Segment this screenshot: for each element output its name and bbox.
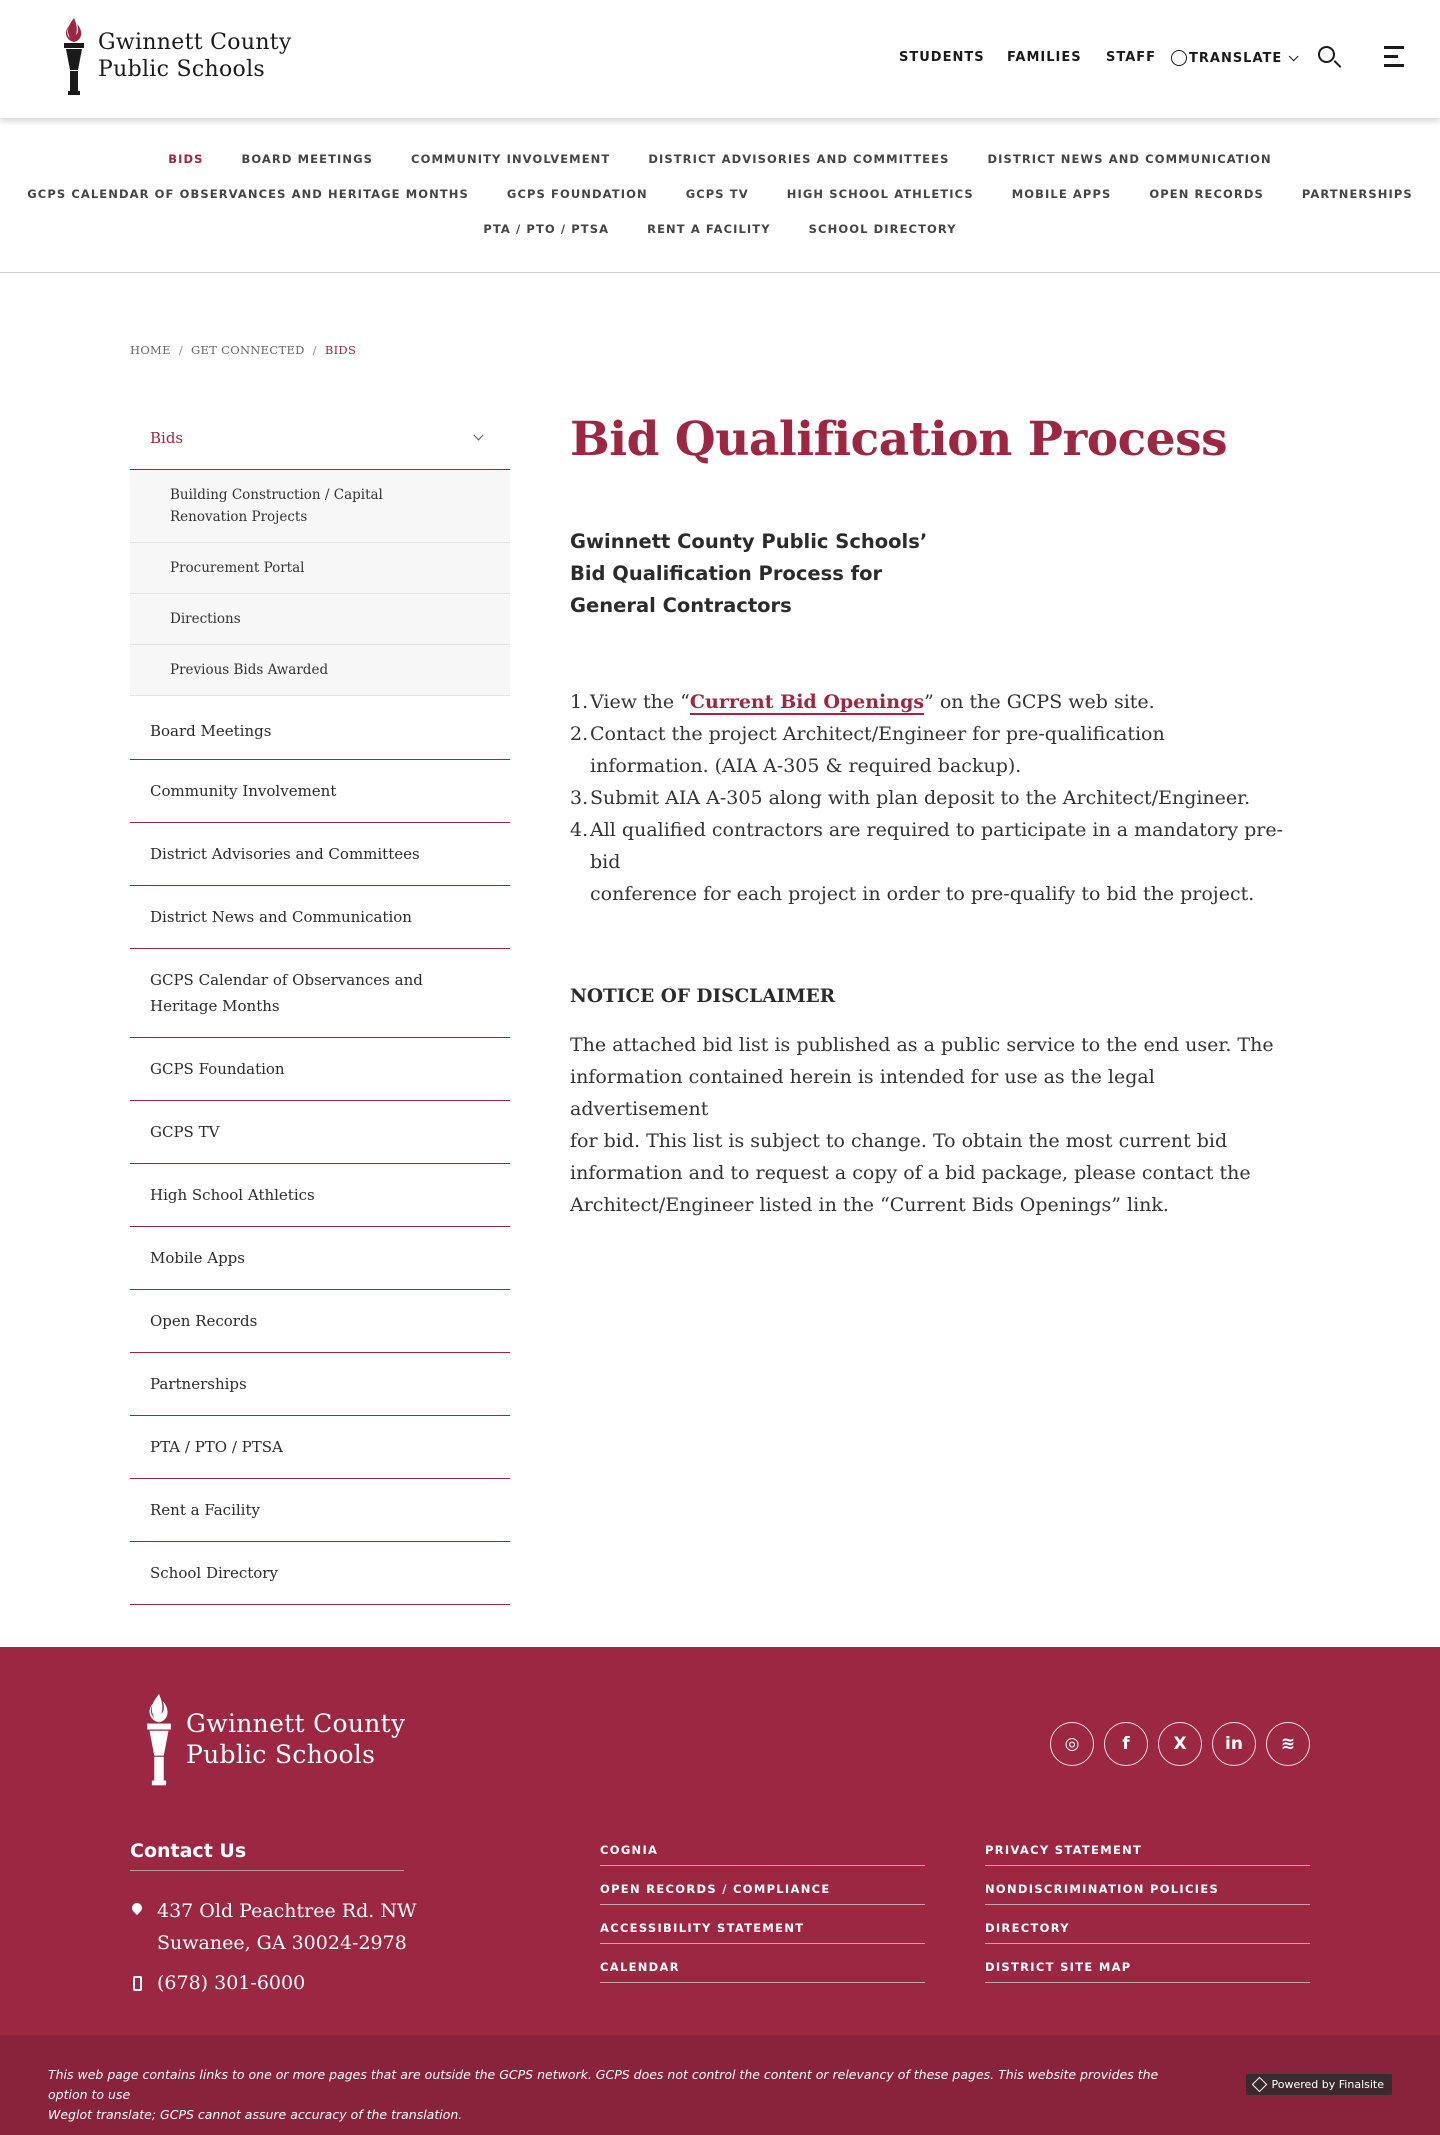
section-link-board-meetings[interactable]: BOARD MEETINGS bbox=[241, 152, 374, 166]
breadcrumb-parent[interactable]: GET CONNECTED bbox=[191, 343, 305, 357]
site-footer bbox=[0, 1647, 1440, 2035]
footer-bottom-bar bbox=[0, 2035, 1440, 2135]
search-button[interactable] bbox=[1316, 44, 1344, 72]
breadcrumb-current: BIDS bbox=[324, 343, 357, 357]
translate-label: TRANSLATE bbox=[1189, 50, 1283, 66]
finalsite-icon bbox=[1251, 2077, 1267, 2093]
disclaimer-text: The attached bid list is published as a public service to the end user. The information contained herein is intended for use as the legal advertisement for bid. This list is subject to change. To obtain the most current bid information and to request a copy of a bid package, please contact the Architect/Engineer listed in the “Current Bids Openings” link. bbox=[570, 1034, 1274, 1216]
sidebar-item-bids[interactable] bbox=[130, 406, 510, 470]
current-bid-openings-link[interactable]: Current Bid Openings bbox=[689, 691, 925, 713]
section-link-open-records[interactable]: OPEN RECORDS bbox=[1149, 187, 1264, 201]
footer-link-calendar[interactable]: CALENDAR bbox=[600, 1960, 925, 1983]
section-link-school-directory[interactable]: SCHOOL DIRECTORY bbox=[808, 222, 957, 236]
search-icon bbox=[1318, 46, 1335, 63]
sidebar-item-gcps-tv[interactable]: GCPS TV bbox=[130, 1101, 510, 1164]
sidebar-subitem-directions[interactable]: Directions bbox=[130, 594, 510, 645]
section-link-high-school-athletics[interactable]: HIGH SCHOOL ATHLETICS bbox=[786, 187, 974, 201]
sidebar-nav bbox=[130, 406, 510, 1605]
logo-line2: Public Schools bbox=[98, 57, 266, 82]
list-item: 2. Contact the project Architect/Engineer for pre-qualification information. (AIA A-305 & required backup). bbox=[570, 723, 1165, 777]
sidebar-item-district-advisories[interactable]: District Advisories and Committees bbox=[130, 823, 510, 886]
list-item: 3. Submit AIA A-305 along with plan deposit to the Architect/Engineer. bbox=[570, 787, 1251, 809]
phone-icon bbox=[133, 1976, 142, 1991]
powered-by-finalsite[interactable]: Powered by Finalsite bbox=[1246, 2074, 1392, 2095]
sidebar-item-district-news[interactable]: District News and Communication bbox=[130, 886, 510, 949]
nav-staff[interactable]: STAFF bbox=[1106, 50, 1157, 65]
section-nav-row bbox=[0, 187, 1440, 201]
footer-link-privacy[interactable]: PRIVACY STATEMENT bbox=[985, 1843, 1310, 1866]
linkedin-icon[interactable]: in bbox=[1212, 1722, 1256, 1766]
footer-link-cognia[interactable]: COGNIA bbox=[600, 1843, 925, 1866]
sidebar-item-gcps-calendar[interactable]: GCPS Calendar of Observances and Heritage Months bbox=[130, 949, 510, 1038]
footer-links-col1 bbox=[600, 1843, 925, 1999]
contact-title: Contact Us bbox=[130, 1840, 404, 1871]
address: 437 Old Peachtree Rd. NW Suwanee, GA 30024-2978 bbox=[130, 1895, 417, 1959]
footer-links-col2 bbox=[985, 1843, 1310, 1999]
site-header bbox=[0, 0, 1440, 118]
list-item: 4. All qualified contractors are required to participate in a mandatory pre-bid conference for each project in order to pre-qualify to bid the project. bbox=[570, 819, 1284, 905]
section-link-pta[interactable]: PTA / PTO / PTSA bbox=[483, 222, 610, 236]
footer-logo-line1: Gwinnett County bbox=[186, 1709, 406, 1738]
facebook-icon[interactable]: f bbox=[1104, 1722, 1148, 1766]
section-link-gcps-calendar[interactable]: GCPS CALENDAR OF OBSERVANCES AND HERITAGE MONTHS bbox=[27, 187, 469, 201]
sidebar-subitem-previous-bids[interactable]: Previous Bids Awarded bbox=[130, 645, 510, 696]
sidebar-item-high-school-athletics[interactable]: High School Athletics bbox=[130, 1164, 510, 1227]
section-nav-row bbox=[0, 152, 1440, 166]
footer-link-directory[interactable]: DIRECTORY bbox=[985, 1921, 1310, 1944]
sidebar-subitem-building-construction[interactable]: Building Construction / Capital Renovation Projects bbox=[130, 470, 510, 543]
section-nav bbox=[0, 118, 1440, 273]
footer-link-nondiscrimination[interactable]: NONDISCRIMINATION POLICIES bbox=[985, 1882, 1310, 1905]
section-link-district-news[interactable]: DISTRICT NEWS AND COMMUNICATION bbox=[987, 152, 1272, 166]
footer-link-open-records[interactable]: OPEN RECORDS / COMPLIANCE bbox=[600, 1882, 925, 1905]
torch-logo-icon bbox=[58, 16, 90, 96]
disclaimer-title: NOTICE OF DISCLAIMER bbox=[570, 986, 836, 1007]
section-link-mobile-apps[interactable]: MOBILE APPS bbox=[1011, 187, 1112, 201]
sidebar-item-gcps-foundation[interactable]: GCPS Foundation bbox=[130, 1038, 510, 1101]
nav-families[interactable]: FAMILIES bbox=[1007, 50, 1082, 65]
breadcrumb: HOME / GET CONNECTED / BIDS bbox=[130, 343, 357, 357]
phone bbox=[130, 1972, 305, 1994]
x-icon[interactable]: X bbox=[1158, 1722, 1202, 1766]
menu-icon bbox=[1384, 46, 1404, 49]
sidebar-item-community-involvement[interactable]: Community Involvement bbox=[130, 760, 510, 823]
sidebar-subitem-procurement-portal[interactable]: Procurement Portal bbox=[130, 543, 510, 594]
site-logo[interactable] bbox=[58, 16, 292, 96]
social-links bbox=[1040, 1722, 1310, 1766]
sidebar-item-open-records[interactable]: Open Records bbox=[130, 1290, 510, 1353]
chevron-down-icon[interactable] bbox=[474, 431, 484, 441]
section-nav-row bbox=[0, 222, 1440, 236]
sidebar-item-label: Bids bbox=[150, 428, 184, 447]
sidebar-item-mobile-apps[interactable]: Mobile Apps bbox=[130, 1227, 510, 1290]
torch-logo-icon bbox=[140, 1691, 178, 1787]
sidebar-item-pta[interactable]: PTA / PTO / PTSA bbox=[130, 1416, 510, 1479]
section-link-community-involvement[interactable]: COMMUNITY INVOLVEMENT bbox=[411, 152, 611, 166]
section-link-rent-a-facility[interactable]: RENT A FACILITY bbox=[647, 222, 771, 236]
footer-logo-line2: Public Schools bbox=[186, 1740, 376, 1769]
intro-heading: Gwinnett County Public Schools’ Bid Qualification Process for General Contractors bbox=[570, 530, 928, 617]
sidebar-item-rent-a-facility[interactable]: Rent a Facility bbox=[130, 1479, 510, 1542]
page-title: Bid Qualification Process bbox=[570, 412, 1228, 467]
location-pin-icon bbox=[130, 1901, 144, 1915]
footer-link-site-map[interactable]: DISTRICT SITE MAP bbox=[985, 1960, 1310, 1983]
spotify-icon[interactable]: ≋ bbox=[1266, 1722, 1310, 1766]
sidebar-item-school-directory[interactable]: School Directory bbox=[130, 1542, 510, 1605]
list-item: 1. View the “Current Bid Openings” on the GCPS web site. bbox=[570, 691, 1155, 713]
footer-logo[interactable] bbox=[140, 1691, 405, 1787]
menu-button[interactable] bbox=[1384, 46, 1404, 68]
external-links-note: This web page contains links to one or more pages that are outside the GCPS network. GCPS does not control the content or relevancy of these pages. This website provides the option to use Weglot translate; GCPS cannot assure accuracy of the translation. bbox=[48, 2067, 1159, 2122]
footer-link-accessibility[interactable]: ACCESSIBILITY STATEMENT bbox=[600, 1921, 925, 1944]
steps-list bbox=[570, 686, 1290, 910]
breadcrumb-home[interactable]: HOME bbox=[130, 343, 171, 357]
translate-dropdown[interactable] bbox=[1171, 50, 1295, 66]
section-link-bids[interactable]: BIDS bbox=[168, 152, 204, 166]
instagram-icon[interactable]: ◎ bbox=[1050, 1722, 1094, 1766]
section-link-district-advisories[interactable]: DISTRICT ADVISORIES AND COMMITTEES bbox=[648, 152, 950, 166]
sidebar-item-board-meetings[interactable]: Board Meetings bbox=[130, 696, 510, 760]
section-link-gcps-tv[interactable]: GCPS TV bbox=[685, 187, 749, 201]
sidebar-submenu bbox=[130, 470, 510, 696]
globe-icon bbox=[1171, 50, 1187, 66]
logo-text bbox=[98, 29, 292, 83]
sidebar-item-partnerships[interactable]: Partnerships bbox=[130, 1353, 510, 1416]
nav-students[interactable]: STUDENTS bbox=[899, 50, 985, 65]
section-link-gcps-foundation[interactable]: GCPS FOUNDATION bbox=[506, 187, 648, 201]
main-content bbox=[570, 406, 1290, 1221]
phone-link[interactable]: (678) 301-6000 bbox=[157, 1972, 306, 1994]
chevron-down-icon bbox=[1289, 51, 1299, 61]
logo-line1: Gwinnett County bbox=[98, 30, 292, 55]
section-link-partnerships[interactable]: PARTNERSHIPS bbox=[1301, 187, 1413, 201]
